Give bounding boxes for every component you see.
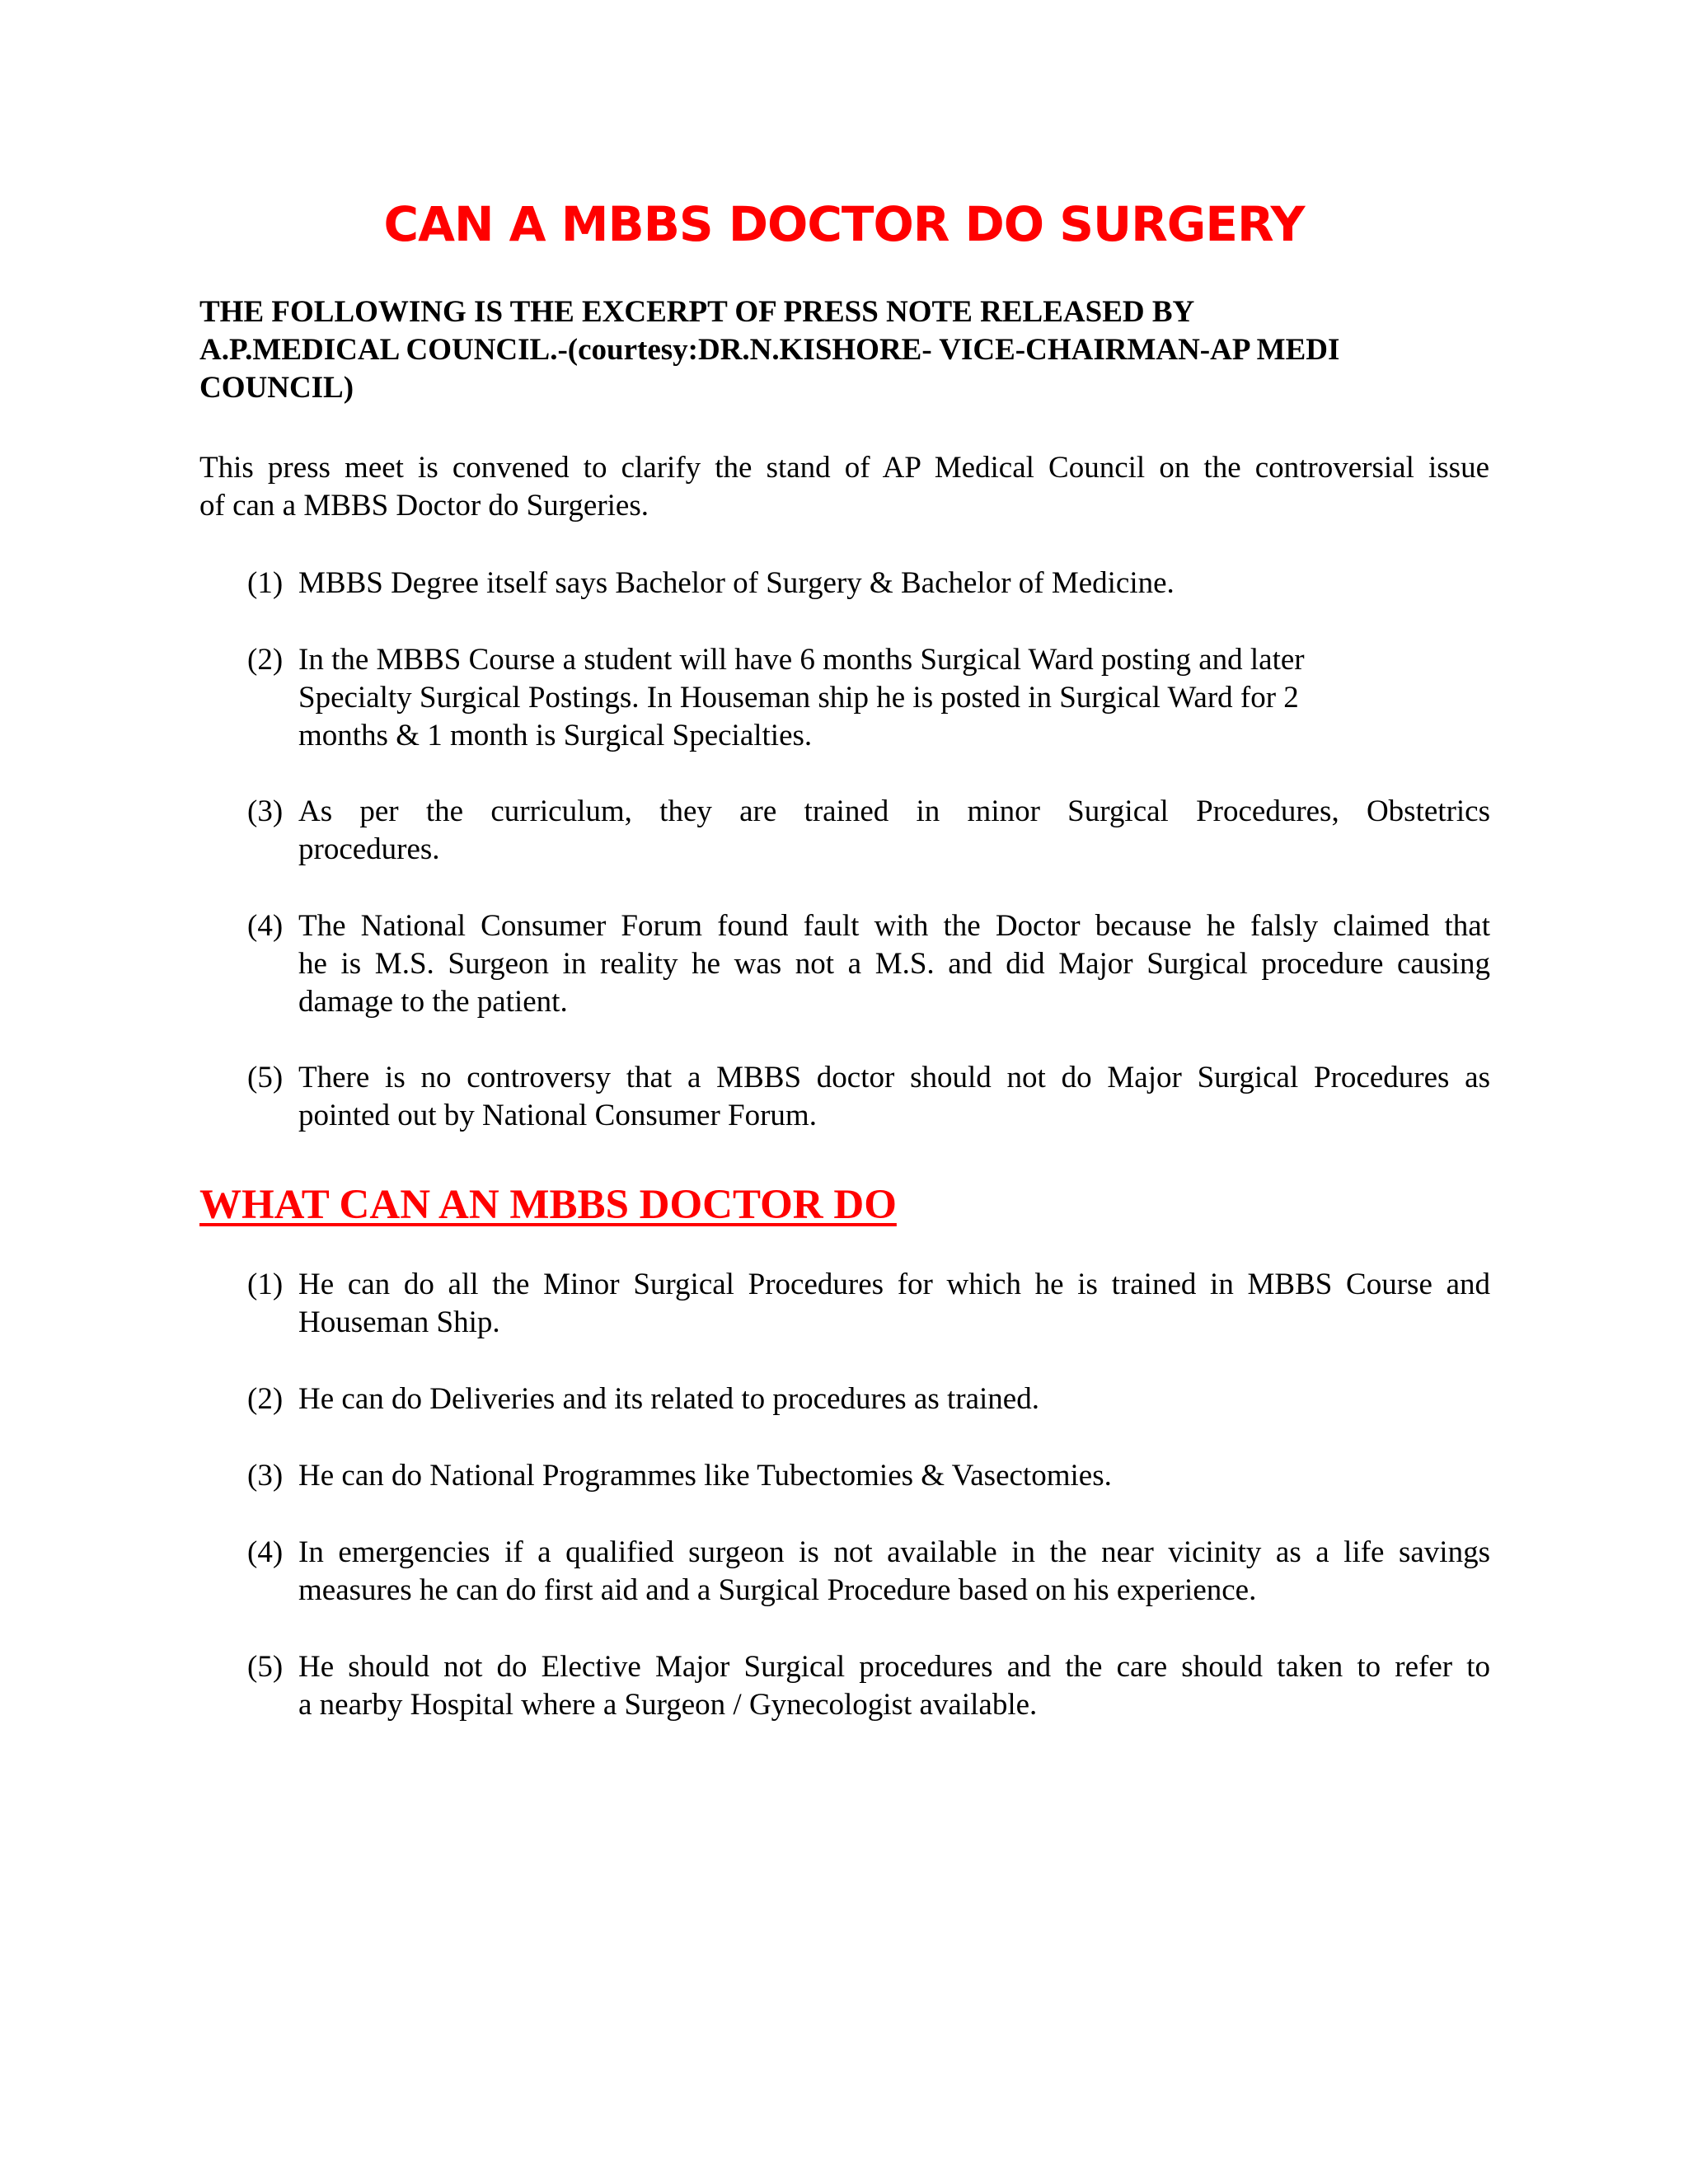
list-item-number: (5) [247,1650,284,1684]
list-item-text: Specialty Surgical Postings. In Houseman ship he is posted in Surgical Ward for 2 [298,681,1299,715]
list-item-text: measures he can do first aid and a Surgical Procedure based on his experience. [298,1573,1257,1607]
list-item-text: He can do Deliveries and its related to procedures as trained. [298,1382,1039,1416]
press-note-heading [199,293,1485,407]
list-item-text: procedures. [298,832,440,866]
list-item-number: (4) [247,1535,284,1569]
press-note-heading-line: THE FOLLOWING IS THE EXCERPT OF PRESS NOTE RELEASED BY [199,295,1195,329]
list-item [247,1266,1490,1342]
list-item-number: (5) [247,1061,284,1094]
list-item-text: He should not do Elective Major Surgical procedures and the care should taken to refer to [298,1650,1490,1684]
list-item-text: Houseman Ship. [298,1305,500,1339]
list-item-number: (3) [247,794,284,828]
list-item-text: He can do all the Minor Surgical Procedures for which he is trained in MBBS Course and [298,1268,1490,1301]
list-item [247,793,1490,869]
list-item-number: (3) [247,1459,284,1493]
list-item-text: There is no controversy that a MBBS doctor should not do Major Surgical Procedures as [298,1061,1490,1094]
list-item [247,1380,1490,1418]
press-note-heading-line: COUNCIL) [199,371,354,405]
list-item-text: The National Consumer Forum found fault with the Doctor because he falsly claimed that [298,909,1490,943]
list-item-text: pointed out by National Consumer Forum. [298,1099,817,1132]
list-item-text: As per the curriculum, they are trained in minor Surgical Procedures, Obstetrics [298,794,1490,828]
list-item-text: months & 1 month is Surgical Specialties. [298,719,813,752]
page-title: CAN A MBBS DOCTOR DO SURGERY [383,196,1305,252]
intro-paragraph [199,449,1489,525]
list-item-text: In the MBBS Course a student will have 6 months Surgical Ward posting and later [298,643,1305,677]
list-item-number: (4) [247,909,284,943]
list-item-text: a nearby Hospital where a Surgeon / Gynecologist available. [298,1688,1038,1722]
list-item-text: MBBS Degree itself says Bachelor of Surgery & Bachelor of Medicine. [298,566,1175,600]
section-heading: WHAT CAN AN MBBS DOCTOR DO [199,1182,897,1228]
intro-paragraph-line: This press meet is convened to clarify the stand of AP Medical Council on the controversial issue [199,451,1489,485]
list-item-number: (1) [247,566,284,600]
list-item-text: he is M.S. Surgeon in reality he was not a M.S. and did Major Surgical procedure causing [298,947,1490,981]
list-item-text: In emergencies if a qualified surgeon is not available in the near vicinity as a life savings [298,1535,1490,1569]
intro-paragraph-line: of can a MBBS Doctor do Surgeries. [199,489,649,523]
list-item-number: (2) [247,1382,284,1416]
list-item [247,1534,1490,1610]
list-item-number: (2) [247,643,284,677]
list-item [247,1648,1490,1724]
list-item [247,907,1490,1021]
list-item [247,1059,1490,1135]
list-item-text: damage to the patient. [298,985,568,1019]
list-item-text: He can do National Programmes like Tubectomies & Vasectomies. [298,1459,1112,1493]
list-item [247,565,1490,602]
list-item [247,641,1490,755]
list-item [247,1457,1490,1495]
press-note-heading-line: A.P.MEDICAL COUNCIL.-(courtesy:DR.N.KISHORE- VICE-CHAIRMAN-AP MEDI [199,333,1340,367]
list-item-number: (1) [247,1268,284,1301]
